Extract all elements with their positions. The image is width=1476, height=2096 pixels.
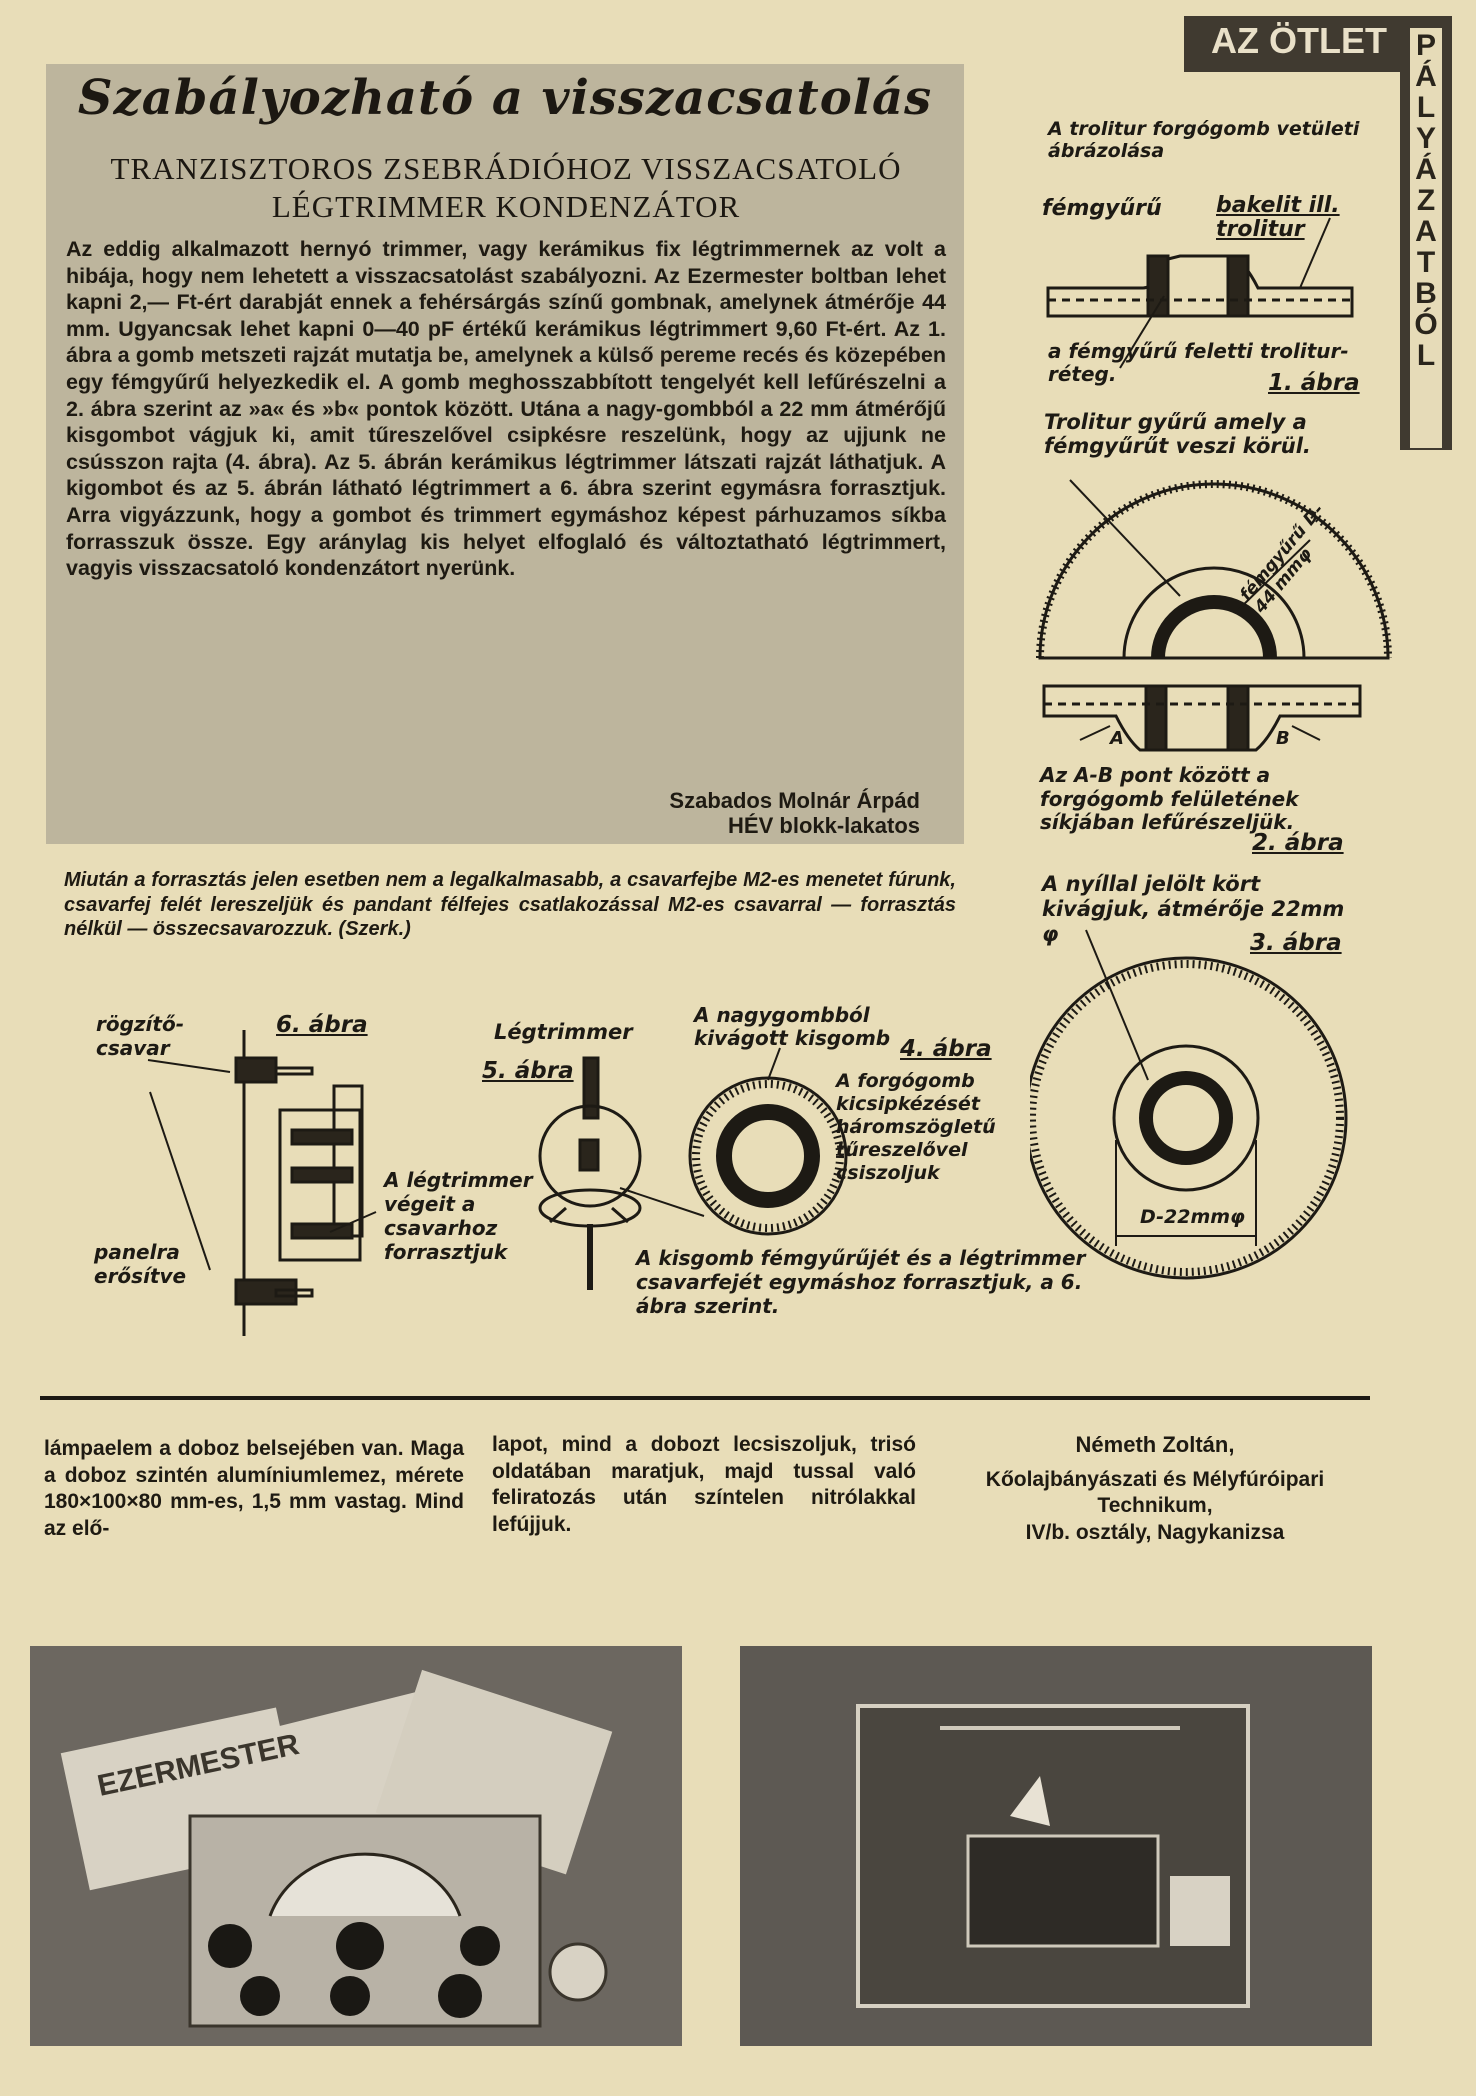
fig1-bakelit-label: bakelit ill. trolitur [1216, 193, 1340, 242]
fig3-note: A nyíllal jelölt kört kivágjuk, átmérője 22mm φ [1042, 872, 1345, 946]
column-tag-letter: B [1415, 277, 1437, 310]
fig1-layer-label: a fémgyűrű feletti trolitur-réteg. [1048, 339, 1349, 386]
column-tag-letter: T [1416, 246, 1436, 279]
fig6-screw-label: rögzítő-csavar [96, 1012, 185, 1060]
figure-5-trimmer [540, 1058, 640, 1290]
photo-magazine-title-1: EZERMESTER [94, 1727, 303, 1803]
fig1-ring-dimension: fémgyűrű D-44 mmφ [1236, 500, 1329, 618]
column-tag-letter: Ó [1414, 308, 1438, 341]
author-role: HÉV blokk-lakatos [728, 813, 920, 838]
fig2-point-b: B [1276, 728, 1290, 749]
article-body: Az eddig alkalmazott hernyó trimmer, vagy kerámikus fix légtrimmernek az volt a hibája, hogy nem lehetett a visszacsatolást szabályozni. Az Ezermester boltban lehet kapni 2,— Ft-ért darabját ennek a fehérsárgás színű gombnak, amelynek átmérője 44 mm. Ugyancsak lehet kapni 0—40 pF értékű kerámikus légtrimmert 9,60 Ft-ért. Az 1. ábra a gomb metszeti rajzát mutatja be, amelynek a külső pereme recés és közepében egy fémgyűrű helyezkedik el. A gomb meghosszabbított tengelyét kell lefűrészelni a 2. ábra szerint az »a« és »b« pontok között. Utána a nagy-gombból a 22 mm átmérőjű kisgombot vágjuk ki, amit tűreszelővel csipkésre reszelünk, hogy az ujjunk ne csússzon rajta (4. ábra). Az 5. ábrán kerámikus légtrimmer látszati rajzát láthatjuk. A kigombot és az 5. ábrán látható légtrimmert a 6. ábra szerint egymásra forrasztjuk. Arra vigyázzunk, hogy a gombot és trimmert egymáshoz képest párhuzamos síkba forrasszuk össze. Egy aránylag kis helyet elfoglaló és változtatható légtrimmert, vagyis visszacsatoló kondenzátort nyerünk. [66, 237, 946, 581]
author-name: Szabados Molnár Árpád [669, 788, 920, 813]
photo-circuit-board [740, 1646, 1372, 2046]
column-tag-title: AZ ÖTLET [1211, 20, 1387, 61]
fig4-5-note: A kisgomb fémgyűrűjét és a légtrimmer csavarfejét egymáshoz forrasztjuk, a 6. ábra szerint. [636, 1246, 1086, 1318]
column-tag-letter: Z [1416, 184, 1436, 217]
fig3-dimension: D-22mmφ [1140, 1206, 1245, 1228]
fig2-note: Az A-B pont között a forgógomb felületének síkjában lefűrészeljük. [1040, 763, 1299, 834]
fig1-title: A trolitur forgógomb vetületi ábrázolása [1048, 118, 1360, 162]
column-tag-letter: L [1416, 339, 1436, 372]
figure-6-assembly [148, 1030, 376, 1336]
photo-board-drawing [740, 1646, 1372, 2046]
photo-radio-device [30, 1646, 682, 2046]
article-headline: Szabályozható a visszacsatolás [77, 70, 933, 126]
fig5-note: A légtrimmer végeit a csavarhoz forrasztjuk [384, 1168, 533, 1264]
column-tag-letter: Á [1415, 153, 1437, 186]
column-tag-letter: P [1415, 29, 1436, 62]
signature-school: Kőolajbányászati és Mélyfúróipari Technikum, [985, 1467, 1325, 1517]
photo-radio-drawing [30, 1646, 682, 2046]
signature-class: IV/b. osztály, Nagykanizsa [1025, 1520, 1285, 1544]
signature-name: Németh Zoltán, [1075, 1432, 1235, 1457]
article-author [480, 788, 920, 838]
editor-note: Miután a forrasztás jelen esetben nem a legalkalmasabb, a csavarfejbe M2-es menetet fúrunk, csavarfej felét lereszeljük és pandant félfejes csatlakozással M2-es csavarral — forrasztás nélkül — összecsavarozzuk. (Szerk.) [64, 869, 956, 940]
fig1-metal-ring-label: fémgyűrű [1042, 196, 1162, 221]
fig2-label: 2. ábra [1252, 830, 1344, 856]
section-divider [40, 1396, 1370, 1400]
figure-2-cut-section [1044, 686, 1360, 750]
column-tag-letter: Á [1415, 60, 1437, 93]
lower-column-1: lámpaelem a doboz belsejében van. Maga a doboz szintén alumíniumlemez, mérete 180×100×80 mm-es, 1,5 mm vastag. Mind az elő- [44, 1437, 464, 1540]
fig4-title: A nagygombból kivágott kisgomb [694, 1003, 891, 1050]
fig6-label: 6. ábra [276, 1012, 368, 1038]
column-tag-letter: Y [1415, 122, 1436, 155]
lower-signature [940, 1432, 1370, 1546]
figure-1-half-disc [1040, 480, 1388, 658]
fig1-label: 1. ábra [1268, 370, 1360, 396]
fig1-note: Trolitur gyűrű amely a fémgyűrűt veszi körül. [1044, 410, 1311, 458]
column-tag-letter: L [1416, 91, 1436, 124]
fig4-note: A forgógomb kicsipkézését háromszögletű tűreszelővel csiszoljuk [836, 1070, 996, 1184]
fig2-point-a: A [1110, 728, 1124, 749]
article-subtitle: TRANZISZTOROS ZSEBRÁDIÓHOZ VISSZACSATOLÓ LÉGTRIMMER KONDENZÁTOR [110, 151, 902, 224]
lower-column-2: lapot, mind a dobozt lecsiszoljuk, trisó oldatában maratjuk, majd tussal való feliratozás után színtelen nitrólakkal lefújjuk. [492, 1433, 916, 1536]
fig4-label: 4. ábra [900, 1036, 992, 1062]
fig6-panel-label: panelra erősítve [94, 1240, 187, 1288]
column-tag-letter: A [1415, 215, 1437, 248]
figure-4-small-knob [620, 1048, 846, 1234]
fig5-label: 5. ábra [482, 1058, 574, 1084]
fig5-title: Légtrimmer [494, 1020, 633, 1044]
figures-right-column [1030, 100, 1430, 1360]
fig3-label: 3. ábra [1250, 930, 1342, 956]
